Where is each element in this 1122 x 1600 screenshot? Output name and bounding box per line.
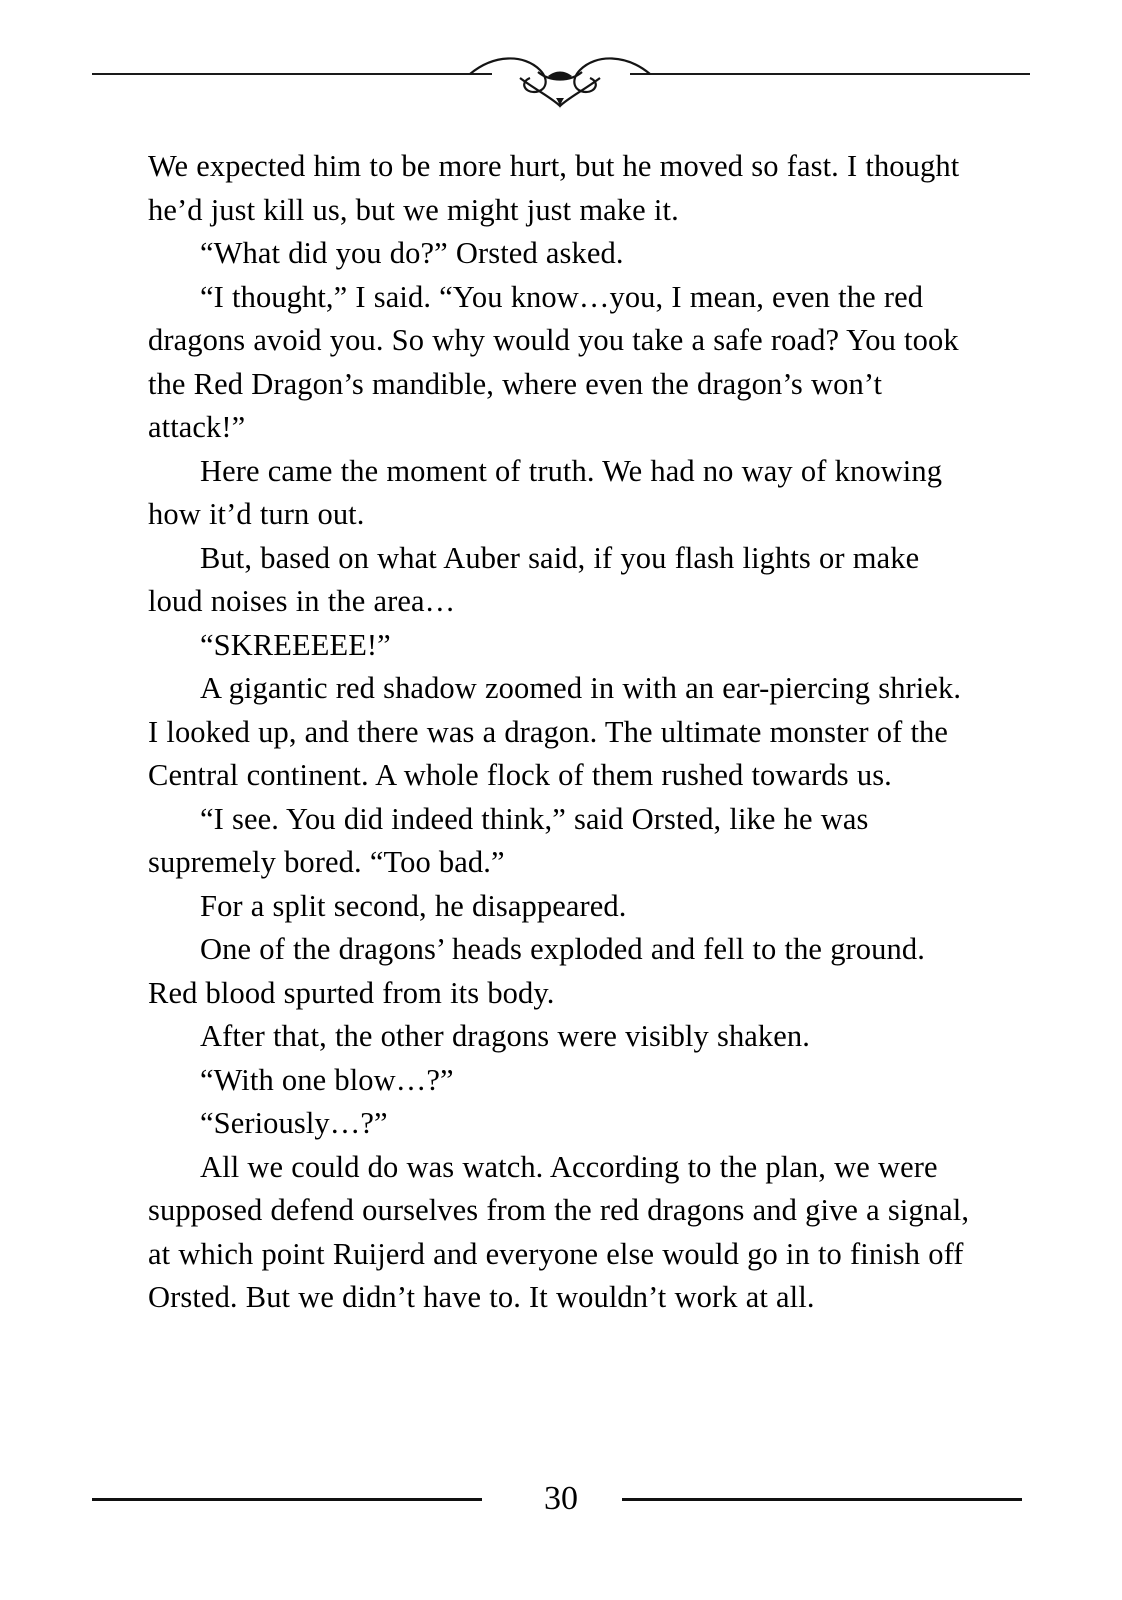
paragraph: All we could do was watch. According to the plan, we were supposed defend ourselves from the red dragons and give a signal, at which point Ruijerd and everyone else would go in to finish off Orsted. But we didn’t have to. It wouldn’t work at all. <box>148 1149 970 1314</box>
paragraph: But, based on what Auber said, if you flash lights or make loud noises in the area… <box>148 540 920 618</box>
header-rule-left <box>92 73 492 75</box>
paragraph: For a split second, he disappeared. <box>200 888 627 923</box>
paragraph: After that, the other dragons were visibly shaken. <box>200 1019 810 1053</box>
page-body-text <box>148 145 976 1320</box>
page-footer <box>0 1476 1122 1522</box>
paragraph: “What did you do?” Orsted asked. <box>200 236 624 270</box>
paragraph: “SKREEEEE!” <box>200 627 391 662</box>
paragraph: “Seriously…?” <box>200 1106 388 1140</box>
header-ornament <box>0 48 1122 118</box>
paragraph: “With one blow…?” <box>200 1062 454 1097</box>
paragraph: Here came the moment of truth. We had no way of knowing how it’d turn out. <box>148 453 943 531</box>
paragraph: “I see. You did indeed think,” said Orsted, like he was supremely bored. “Too bad.” <box>148 801 869 879</box>
paragraph: One of the dragons’ heads exploded and fell to the ground. Red blood spurted from its body. <box>148 932 925 1010</box>
page-number: 30 <box>544 1480 578 1517</box>
paragraph: “I thought,” I said. “You know…you, I mean, even the red dragons avoid you. So why would you take a safe road? You took the Red Dragon’s mandible, where even the dragon’s won’t attack!” <box>148 279 959 444</box>
paragraph: We expected him to be more hurt, but he moved so fast. I thought he’d just kill us, but we might just make it. <box>148 149 960 227</box>
paragraph: A gigantic red shadow zoomed in with an ear-piercing shriek. I looked up, and there was a dragon. The ultimate monster of the Central continent. A whole flock of them rushed towards us. <box>148 671 962 792</box>
filigree-divider-icon <box>460 48 660 118</box>
header-rule-right <box>630 73 1030 75</box>
